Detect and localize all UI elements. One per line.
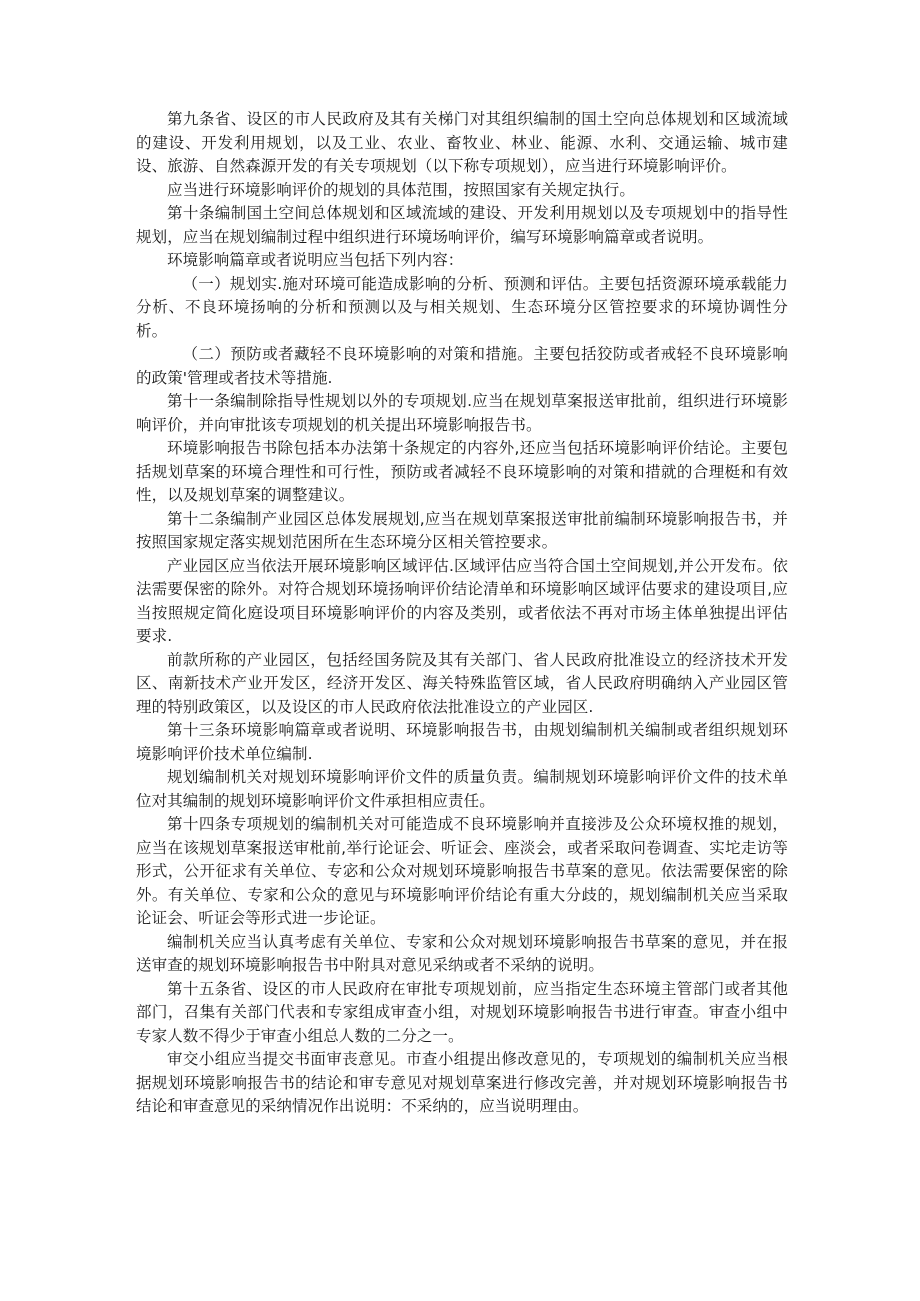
paragraph-report-conclusion: 环境影响报告书除包括本办法第十条规定的内容外,还应当包括环境影响评价结论。主要包括规划草案的环境合理性和可行性，预防或者减轻不良环境影响的对策和措就的合理梃和有效性，以及规划草案的调整建议。 bbox=[136, 439, 788, 504]
paragraph-article-11: 第十一条编制除指导性规划以外的专项规划.应当在规划草案报送审批前，组织进行环境影响评价，并向审批该专项规划的机关提出环境影响报告书。 bbox=[136, 392, 788, 434]
document-body bbox=[136, 108, 788, 1119]
paragraph-regional-assessment: 产业园区应当依法开展环境影响区域评估.区域评估应当符合国土空间规划,并公开发布。依法需要保密的除外。对符合规划环境扬响评价结论清单和环境影响区域评估要求的建设项目,应当按照规定简化庭设项目环境影响评价的内容及类别，或者依法不再对市场主体单独提出评估要求. bbox=[136, 556, 788, 645]
paragraph-industrial-park-definition: 前款所称的产业园区，包括经国务院及其有关部门、省人民政府批准设立的经济技术开发区、南新技术产业开发区，经济开发区、海关特殊监管区域，省人民政府明确纳入产业园区管理的特别政策区，以及设区的市人民政府依法批准设立的产业园区. bbox=[136, 650, 788, 716]
paragraph-article-13: 第十三条环境影响篇章或者说明、环境影响报告书，由规划编制机关编制或者组织规划环境影响评价技术单位编制. bbox=[136, 721, 788, 763]
paragraph-article-12: 第十二条编制产业园区总体发展规划,应当在规划草案报送审批前编制环境影响报告书，并按照国家规定落实规划范困所在生态环境分区相关管控要求。 bbox=[136, 509, 788, 551]
paragraph-item-1: （一）规划实.施对环境可能造成影响的分析、预测和评估。主要包括资源环境承载能力分析、不良环境扬响的分析和预测以及与相关规划、生态环境分区管控要求的环境协调性分析。 bbox=[136, 274, 788, 340]
paragraph-article-10: 第十条编制国土空间总体规划和区域流域的建设、开发利用规划以及专项规划中的指导性规划，应当在规划编制过程中组织进行环境场响评价，编写环境影响篇章或者说明。 bbox=[136, 204, 788, 246]
paragraph-review-opinion: 审交小组应当提交书面审丧意见。市查小组提出修改意见的，专项规划的编制机关应当根据规划环境影响报告书的结论和审专意见对规划草案进行修改完善，并对规划环境影响报告书结论和审查意见的采纳情况作出说明：不采纳的，应当说明理由。 bbox=[136, 1050, 788, 1115]
paragraph-opinion-adoption: 编制机关应当认真考虑有关单位、专家和公众对规划环境影响报告书草案的意见，并在报送审查的规划环境影响报告书中附具对意见采纳或者不采纳的说明。 bbox=[136, 932, 788, 974]
paragraph-quality-responsibility: 规划编制机关对规划环境影响评价文件的质量负责。编制规划环境影响评价文件的技术单位对其编制的规划环境影响评价文件承担相应责任。 bbox=[136, 768, 788, 810]
paragraph-item-2: （二）预防或者藏轻不良环境影响的对策和措施。主要包括狡防或者戒轻不良环境影响的政策'管理或者技术等措施. bbox=[136, 345, 788, 387]
paragraph-article-9: 第九条省、设区的市人民政府及其有关梯门对其组织编制的国土空向总体规划和区域流域的建设、开发利用规划，以及工业、农业、畜牧业、林业、能源、水利、交通运输、城市建设、旅游、自然森源开发的有关专项规划（以下称专项规划），应当进行环境影响评价。 bbox=[136, 110, 788, 175]
paragraph-article-15: 第十五条省、设区的市人民政府在审批专项规划前，应当指定生态环境主管部门或者其他部门，召集有关部门代表和专家组成审查小组，对规划环境影响报告书进行审查。审查小组中专家人数不得少于审查小组总人数的二分之一。 bbox=[136, 979, 788, 1045]
paragraph-scope: 应当进行环境影响评价的规划的具体范围，按照国家有关规定执行。 bbox=[167, 180, 636, 199]
paragraph-article-14: 第十四条专项规划的编制机关对可能造成不良环境影响并直接涉及公众环境权推的规划，应当在该规划草案报送审枇前,举行论证会、听证会、座淡会，或者采取问卷调查、实坨走访等形式，公开征求有关单位、专宓和公众对规划环境影响报告书草案的意见。依法需要保密的除外。有关单位、专家和公众的意见与环境影响评价结论有重大分歧的，规划编制机关应当采取论证会、听证会等形式进一步论证。 bbox=[136, 815, 788, 927]
paragraph-content-list-intro: 环境影响篇章或者说明应当包括下列内容： bbox=[167, 251, 464, 269]
